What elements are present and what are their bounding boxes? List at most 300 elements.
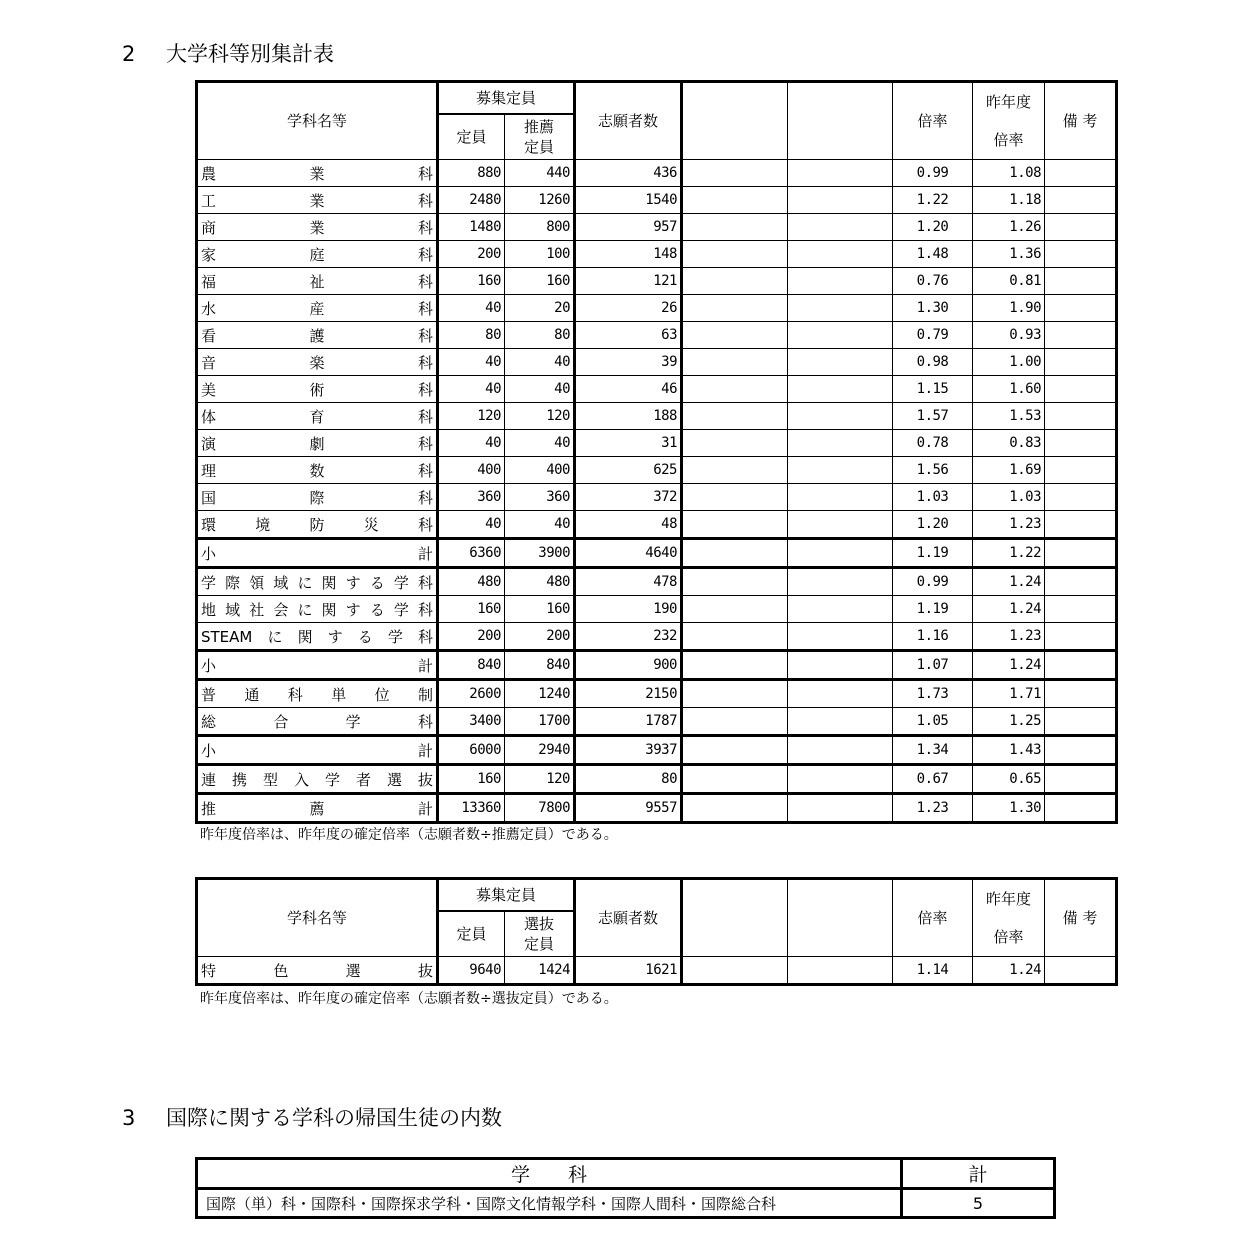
- remarks-cell: [1045, 765, 1117, 794]
- ratio-cell: 1.56: [893, 457, 973, 484]
- table-row: [197, 322, 1117, 349]
- blank-cell: [788, 680, 893, 708]
- row-name-cell: [197, 187, 438, 214]
- blank-cell: [682, 736, 788, 765]
- selected-capacity-cell: 2940: [505, 736, 575, 765]
- prev-ratio-cell: 1.69: [973, 457, 1045, 484]
- applicants-cell: 46: [575, 376, 682, 403]
- capacity-cell: 9640: [438, 957, 505, 985]
- row-name-cell: [197, 403, 438, 430]
- blank-cell: [788, 623, 893, 651]
- table-row: [197, 736, 1117, 765]
- header-selected-capacity: 選抜 定員: [505, 911, 575, 957]
- blank-cell: [682, 376, 788, 403]
- row-name-cell: [197, 484, 438, 511]
- header-blank-1: [682, 82, 788, 160]
- row-name: 特色選抜: [201, 961, 433, 980]
- capacity-cell: 400: [438, 457, 505, 484]
- blank-cell: [682, 539, 788, 568]
- remarks-cell: [1045, 376, 1117, 403]
- selected-capacity-cell: 800: [505, 214, 575, 241]
- header-capacity: 定員: [438, 911, 505, 957]
- selected-capacity-cell: 7800: [505, 794, 575, 823]
- blank-cell: [682, 160, 788, 187]
- ratio-cell: 0.67: [893, 765, 973, 794]
- row-name-cell: [197, 430, 438, 457]
- row-name-cell: [197, 568, 438, 596]
- blank-cell: [682, 349, 788, 376]
- ratio-cell: 1.19: [893, 596, 973, 623]
- row-name-cell: [197, 651, 438, 680]
- prev-ratio-cell: 0.93: [973, 322, 1045, 349]
- table-row: [197, 765, 1117, 794]
- selected-capacity-cell: 160: [505, 596, 575, 623]
- remarks-cell: [1045, 568, 1117, 596]
- prev-ratio-cell: 0.81: [973, 268, 1045, 295]
- table-row: [197, 268, 1117, 295]
- blank-cell: [682, 794, 788, 823]
- row-name-cell: [197, 457, 438, 484]
- blank-cell: [788, 376, 893, 403]
- capacity-cell: 40: [438, 349, 505, 376]
- capacity-cell: 160: [438, 596, 505, 623]
- applicants-cell: 9557: [575, 794, 682, 823]
- row-name-cell: [197, 680, 438, 708]
- capacity-cell: 120: [438, 403, 505, 430]
- blank-cell: [682, 241, 788, 268]
- prev-ratio-cell: 1.71: [973, 680, 1045, 708]
- row-name: 家庭科: [201, 245, 433, 264]
- table-row: [197, 568, 1117, 596]
- capacity-cell: 480: [438, 568, 505, 596]
- table-row: [197, 295, 1117, 322]
- blank-cell: [682, 322, 788, 349]
- row-name: 体育科: [201, 407, 433, 426]
- table-row: [197, 160, 1117, 187]
- capacity-cell: 200: [438, 623, 505, 651]
- applicants-cell: 478: [575, 568, 682, 596]
- remarks-cell: [1045, 680, 1117, 708]
- capacity-cell: 6360: [438, 539, 505, 568]
- row-name: 小計: [201, 656, 433, 675]
- row-name: 国際科: [201, 488, 433, 507]
- selected-capacity-cell: 80: [505, 322, 575, 349]
- blank-cell: [682, 596, 788, 623]
- row-name-cell: [197, 214, 438, 241]
- header-capacity-group: 募集定員: [438, 82, 575, 115]
- header-remarks: 備 考: [1045, 82, 1117, 160]
- row-name: 看護科: [201, 326, 433, 345]
- header-capacity: 定員: [438, 114, 505, 160]
- section-3-heading: 3 国際に関する学科の帰国生徒の内数: [122, 1106, 502, 1130]
- row-name-cell: [197, 511, 438, 539]
- row-name-cell: [197, 268, 438, 295]
- ratio-cell: 1.14: [893, 957, 973, 985]
- selected-capacity-cell: 3900: [505, 539, 575, 568]
- blank-cell: [788, 568, 893, 596]
- selected-capacity-cell: 40: [505, 349, 575, 376]
- capacity-cell: 200: [438, 241, 505, 268]
- row-name: 演劇科: [201, 434, 433, 453]
- row-name-cell: [197, 765, 438, 794]
- blank-cell: [682, 511, 788, 539]
- blank-cell: [788, 268, 893, 295]
- ratio-cell: 1.34: [893, 736, 973, 765]
- applicants-cell: 63: [575, 322, 682, 349]
- blank-cell: [788, 539, 893, 568]
- remarks-cell: [1045, 295, 1117, 322]
- table-row: [197, 651, 1117, 680]
- ratio-cell: 1.20: [893, 511, 973, 539]
- prev-ratio-cell: 0.65: [973, 765, 1045, 794]
- ratio-cell: 1.48: [893, 241, 973, 268]
- table-row: [197, 539, 1117, 568]
- row-name-cell: [197, 596, 438, 623]
- capacity-cell: 360: [438, 484, 505, 511]
- total-cell: 5: [902, 1189, 1055, 1218]
- ratio-cell: 1.07: [893, 651, 973, 680]
- prev-ratio-cell: 1.25: [973, 708, 1045, 736]
- applicants-cell: 80: [575, 765, 682, 794]
- capacity-cell: 840: [438, 651, 505, 680]
- table-row: [197, 623, 1117, 651]
- remarks-cell: [1045, 651, 1117, 680]
- applicants-cell: 148: [575, 241, 682, 268]
- header-prev-ratio: 昨年度 倍率: [973, 879, 1045, 957]
- capacity-cell: 160: [438, 765, 505, 794]
- blank-cell: [682, 484, 788, 511]
- blank-cell: [788, 403, 893, 430]
- row-name: 農業科: [201, 164, 433, 183]
- prev-ratio-cell: 1.24: [973, 651, 1045, 680]
- blank-cell: [682, 268, 788, 295]
- subject-cell: 国際（単）科・国際科・国際探求学科・国際文化情報学科・国際人間科・国際総合科: [197, 1189, 902, 1218]
- capacity-cell: 1480: [438, 214, 505, 241]
- row-name: 小計: [201, 544, 433, 563]
- ratio-cell: 1.19: [893, 539, 973, 568]
- returnee-students-table: [195, 1157, 1056, 1219]
- selected-capacity-cell: 20: [505, 295, 575, 322]
- row-name-cell: [197, 708, 438, 736]
- remarks-cell: [1045, 268, 1117, 295]
- blank-cell: [682, 680, 788, 708]
- applicants-cell: 957: [575, 214, 682, 241]
- remarks-cell: [1045, 349, 1117, 376]
- row-name: 理数科: [201, 461, 433, 480]
- table-row: [197, 349, 1117, 376]
- ratio-cell: 0.99: [893, 160, 973, 187]
- blank-cell: [788, 736, 893, 765]
- row-name-cell: [197, 736, 438, 765]
- header-name: 学科名等: [197, 82, 438, 160]
- blank-cell: [788, 596, 893, 623]
- capacity-cell: 3400: [438, 708, 505, 736]
- table-row: [197, 241, 1117, 268]
- header-ratio: 倍率: [893, 879, 973, 957]
- table1-note: 昨年度倍率は、昨年度の確定倍率（志願者数÷推薦定員）である。: [200, 827, 618, 843]
- row-name-cell: [197, 623, 438, 651]
- selected-capacity-cell: 120: [505, 765, 575, 794]
- selected-capacity-cell: 160: [505, 268, 575, 295]
- applicants-cell: 2150: [575, 680, 682, 708]
- blank-cell: [682, 568, 788, 596]
- remarks-cell: [1045, 736, 1117, 765]
- capacity-cell: 40: [438, 430, 505, 457]
- remarks-cell: [1045, 957, 1117, 985]
- blank-cell: [788, 794, 893, 823]
- selected-capacity-cell: 200: [505, 623, 575, 651]
- table-row: [197, 214, 1117, 241]
- applicants-cell: 26: [575, 295, 682, 322]
- remarks-cell: [1045, 708, 1117, 736]
- department-summary-table: [195, 80, 1118, 824]
- blank-cell: [788, 708, 893, 736]
- blank-cell: [788, 160, 893, 187]
- remarks-cell: [1045, 187, 1117, 214]
- remarks-cell: [1045, 511, 1117, 539]
- header-ratio: 倍率: [893, 82, 973, 160]
- table2-note: 昨年度倍率は、昨年度の確定倍率（志願者数÷選抜定員）である。: [200, 991, 618, 1007]
- ratio-cell: 1.22: [893, 187, 973, 214]
- header-name: 学科名等: [197, 879, 438, 957]
- remarks-cell: [1045, 484, 1117, 511]
- capacity-cell: 6000: [438, 736, 505, 765]
- remarks-cell: [1045, 214, 1117, 241]
- blank-cell: [788, 430, 893, 457]
- table-row: [197, 680, 1117, 708]
- applicants-cell: 372: [575, 484, 682, 511]
- remarks-cell: [1045, 322, 1117, 349]
- ratio-cell: 1.15: [893, 376, 973, 403]
- ratio-cell: 1.57: [893, 403, 973, 430]
- applicants-cell: 900: [575, 651, 682, 680]
- remarks-cell: [1045, 160, 1117, 187]
- row-name: 工業科: [201, 191, 433, 210]
- prev-ratio-cell: 1.24: [973, 596, 1045, 623]
- table-row: [197, 511, 1117, 539]
- row-name: 商業科: [201, 218, 433, 237]
- row-name-cell: [197, 295, 438, 322]
- table-row: [197, 457, 1117, 484]
- blank-cell: [788, 295, 893, 322]
- prev-ratio-cell: 1.60: [973, 376, 1045, 403]
- prev-ratio-cell: 1.24: [973, 957, 1045, 985]
- selected-capacity-cell: 1240: [505, 680, 575, 708]
- blank-cell: [788, 349, 893, 376]
- prev-ratio-cell: 1.23: [973, 511, 1045, 539]
- header-blank-1: [682, 879, 788, 957]
- row-name-cell: [197, 957, 438, 985]
- prev-ratio-cell: 1.18: [973, 187, 1045, 214]
- special-selection-table: [195, 877, 1118, 986]
- selected-capacity-cell: 1260: [505, 187, 575, 214]
- row-name-cell: [197, 160, 438, 187]
- applicants-cell: 188: [575, 403, 682, 430]
- blank-cell: [682, 708, 788, 736]
- header-remarks: 備 考: [1045, 879, 1117, 957]
- blank-cell: [788, 957, 893, 985]
- blank-cell: [682, 295, 788, 322]
- table-row: [197, 708, 1117, 736]
- remarks-cell: [1045, 794, 1117, 823]
- blank-cell: [682, 765, 788, 794]
- remarks-cell: [1045, 623, 1117, 651]
- blank-cell: [788, 241, 893, 268]
- table-row: [197, 376, 1117, 403]
- row-name: 連携型入学者選抜: [201, 770, 433, 789]
- row-name: 音楽科: [201, 353, 433, 372]
- row-name-cell: [197, 241, 438, 268]
- blank-cell: [682, 957, 788, 985]
- capacity-cell: 160: [438, 268, 505, 295]
- ratio-cell: 1.20: [893, 214, 973, 241]
- selected-capacity-cell: 1700: [505, 708, 575, 736]
- table-row: [197, 957, 1117, 985]
- row-name: 福祉科: [201, 272, 433, 291]
- applicants-cell: 31: [575, 430, 682, 457]
- remarks-cell: [1045, 457, 1117, 484]
- selected-capacity-cell: 840: [505, 651, 575, 680]
- row-name-cell: [197, 349, 438, 376]
- capacity-cell: 880: [438, 160, 505, 187]
- prev-ratio-cell: 1.23: [973, 623, 1045, 651]
- applicants-cell: 1540: [575, 187, 682, 214]
- blank-cell: [682, 651, 788, 680]
- header-total: 計: [902, 1159, 1055, 1189]
- row-name-cell: [197, 376, 438, 403]
- blank-cell: [788, 651, 893, 680]
- capacity-cell: 13360: [438, 794, 505, 823]
- capacity-cell: 40: [438, 376, 505, 403]
- prev-ratio-cell: 1.53: [973, 403, 1045, 430]
- prev-ratio-cell: 1.22: [973, 539, 1045, 568]
- capacity-cell: 2480: [438, 187, 505, 214]
- remarks-cell: [1045, 539, 1117, 568]
- header-prev-ratio: 昨年度 倍率: [973, 82, 1045, 160]
- selected-capacity-cell: 120: [505, 403, 575, 430]
- prev-ratio-cell: 1.36: [973, 241, 1045, 268]
- prev-ratio-cell: 1.90: [973, 295, 1045, 322]
- applicants-cell: 39: [575, 349, 682, 376]
- applicants-cell: 190: [575, 596, 682, 623]
- row-name-cell: [197, 322, 438, 349]
- header-selected-capacity: 推薦 定員: [505, 114, 575, 160]
- blank-cell: [788, 214, 893, 241]
- selected-capacity-cell: 480: [505, 568, 575, 596]
- ratio-cell: 1.23: [893, 794, 973, 823]
- selected-capacity-cell: 360: [505, 484, 575, 511]
- header-capacity-group: 募集定員: [438, 879, 575, 912]
- row-name: STEAMに関する学科: [201, 627, 433, 646]
- prev-ratio-cell: 1.30: [973, 794, 1045, 823]
- prev-ratio-cell: 1.43: [973, 736, 1045, 765]
- row-name: 普通科単位制: [201, 685, 433, 704]
- blank-cell: [788, 322, 893, 349]
- ratio-cell: 0.78: [893, 430, 973, 457]
- blank-cell: [682, 187, 788, 214]
- remarks-cell: [1045, 241, 1117, 268]
- applicants-cell: 436: [575, 160, 682, 187]
- blank-cell: [682, 403, 788, 430]
- blank-cell: [788, 511, 893, 539]
- section-2-heading: 2 大学科等別集計表: [122, 42, 334, 66]
- ratio-cell: 0.98: [893, 349, 973, 376]
- capacity-cell: 40: [438, 511, 505, 539]
- ratio-cell: 0.76: [893, 268, 973, 295]
- header-blank-2: [788, 82, 893, 160]
- prev-ratio-cell: 1.03: [973, 484, 1045, 511]
- remarks-cell: [1045, 430, 1117, 457]
- applicants-cell: 121: [575, 268, 682, 295]
- selected-capacity-cell: 1424: [505, 957, 575, 985]
- blank-cell: [682, 623, 788, 651]
- table-row: [197, 403, 1117, 430]
- row-name: 環境防災科: [201, 515, 433, 534]
- blank-cell: [682, 457, 788, 484]
- applicants-cell: 48: [575, 511, 682, 539]
- applicants-cell: 1787: [575, 708, 682, 736]
- blank-cell: [788, 765, 893, 794]
- row-name: 美術科: [201, 380, 433, 399]
- row-name: 総合学科: [201, 712, 433, 731]
- header-applicants: 志願者数: [575, 879, 682, 957]
- header-applicants: 志願者数: [575, 82, 682, 160]
- row-name: 推薦計: [201, 799, 433, 818]
- blank-cell: [788, 457, 893, 484]
- selected-capacity-cell: 40: [505, 376, 575, 403]
- prev-ratio-cell: 0.83: [973, 430, 1045, 457]
- selected-capacity-cell: 40: [505, 430, 575, 457]
- ratio-cell: 0.79: [893, 322, 973, 349]
- row-name: 地域社会に関する学科: [201, 600, 433, 619]
- selected-capacity-cell: 100: [505, 241, 575, 268]
- ratio-cell: 1.30: [893, 295, 973, 322]
- blank-cell: [682, 430, 788, 457]
- remarks-cell: [1045, 596, 1117, 623]
- table-row: [197, 484, 1117, 511]
- capacity-cell: 40: [438, 295, 505, 322]
- applicants-cell: 3937: [575, 736, 682, 765]
- table-row: [197, 596, 1117, 623]
- ratio-cell: 0.99: [893, 568, 973, 596]
- blank-cell: [788, 187, 893, 214]
- selected-capacity-cell: 400: [505, 457, 575, 484]
- prev-ratio-cell: 1.08: [973, 160, 1045, 187]
- ratio-cell: 1.16: [893, 623, 973, 651]
- remarks-cell: [1045, 403, 1117, 430]
- blank-cell: [788, 484, 893, 511]
- table-row: [197, 430, 1117, 457]
- row-name-cell: [197, 539, 438, 568]
- row-name: 水産科: [201, 299, 433, 318]
- row-name: 小計: [201, 741, 433, 760]
- applicants-cell: 232: [575, 623, 682, 651]
- row-name-cell: [197, 794, 438, 823]
- capacity-cell: 2600: [438, 680, 505, 708]
- prev-ratio-cell: 1.24: [973, 568, 1045, 596]
- applicants-cell: 1621: [575, 957, 682, 985]
- prev-ratio-cell: 1.26: [973, 214, 1045, 241]
- selected-capacity-cell: 40: [505, 511, 575, 539]
- selected-capacity-cell: 440: [505, 160, 575, 187]
- header-subject: 学 科: [197, 1159, 902, 1189]
- row-name: 学際領域に関する学科: [201, 573, 433, 592]
- applicants-cell: 4640: [575, 539, 682, 568]
- applicants-cell: 625: [575, 457, 682, 484]
- header-blank-2: [788, 879, 893, 957]
- ratio-cell: 1.05: [893, 708, 973, 736]
- capacity-cell: 80: [438, 322, 505, 349]
